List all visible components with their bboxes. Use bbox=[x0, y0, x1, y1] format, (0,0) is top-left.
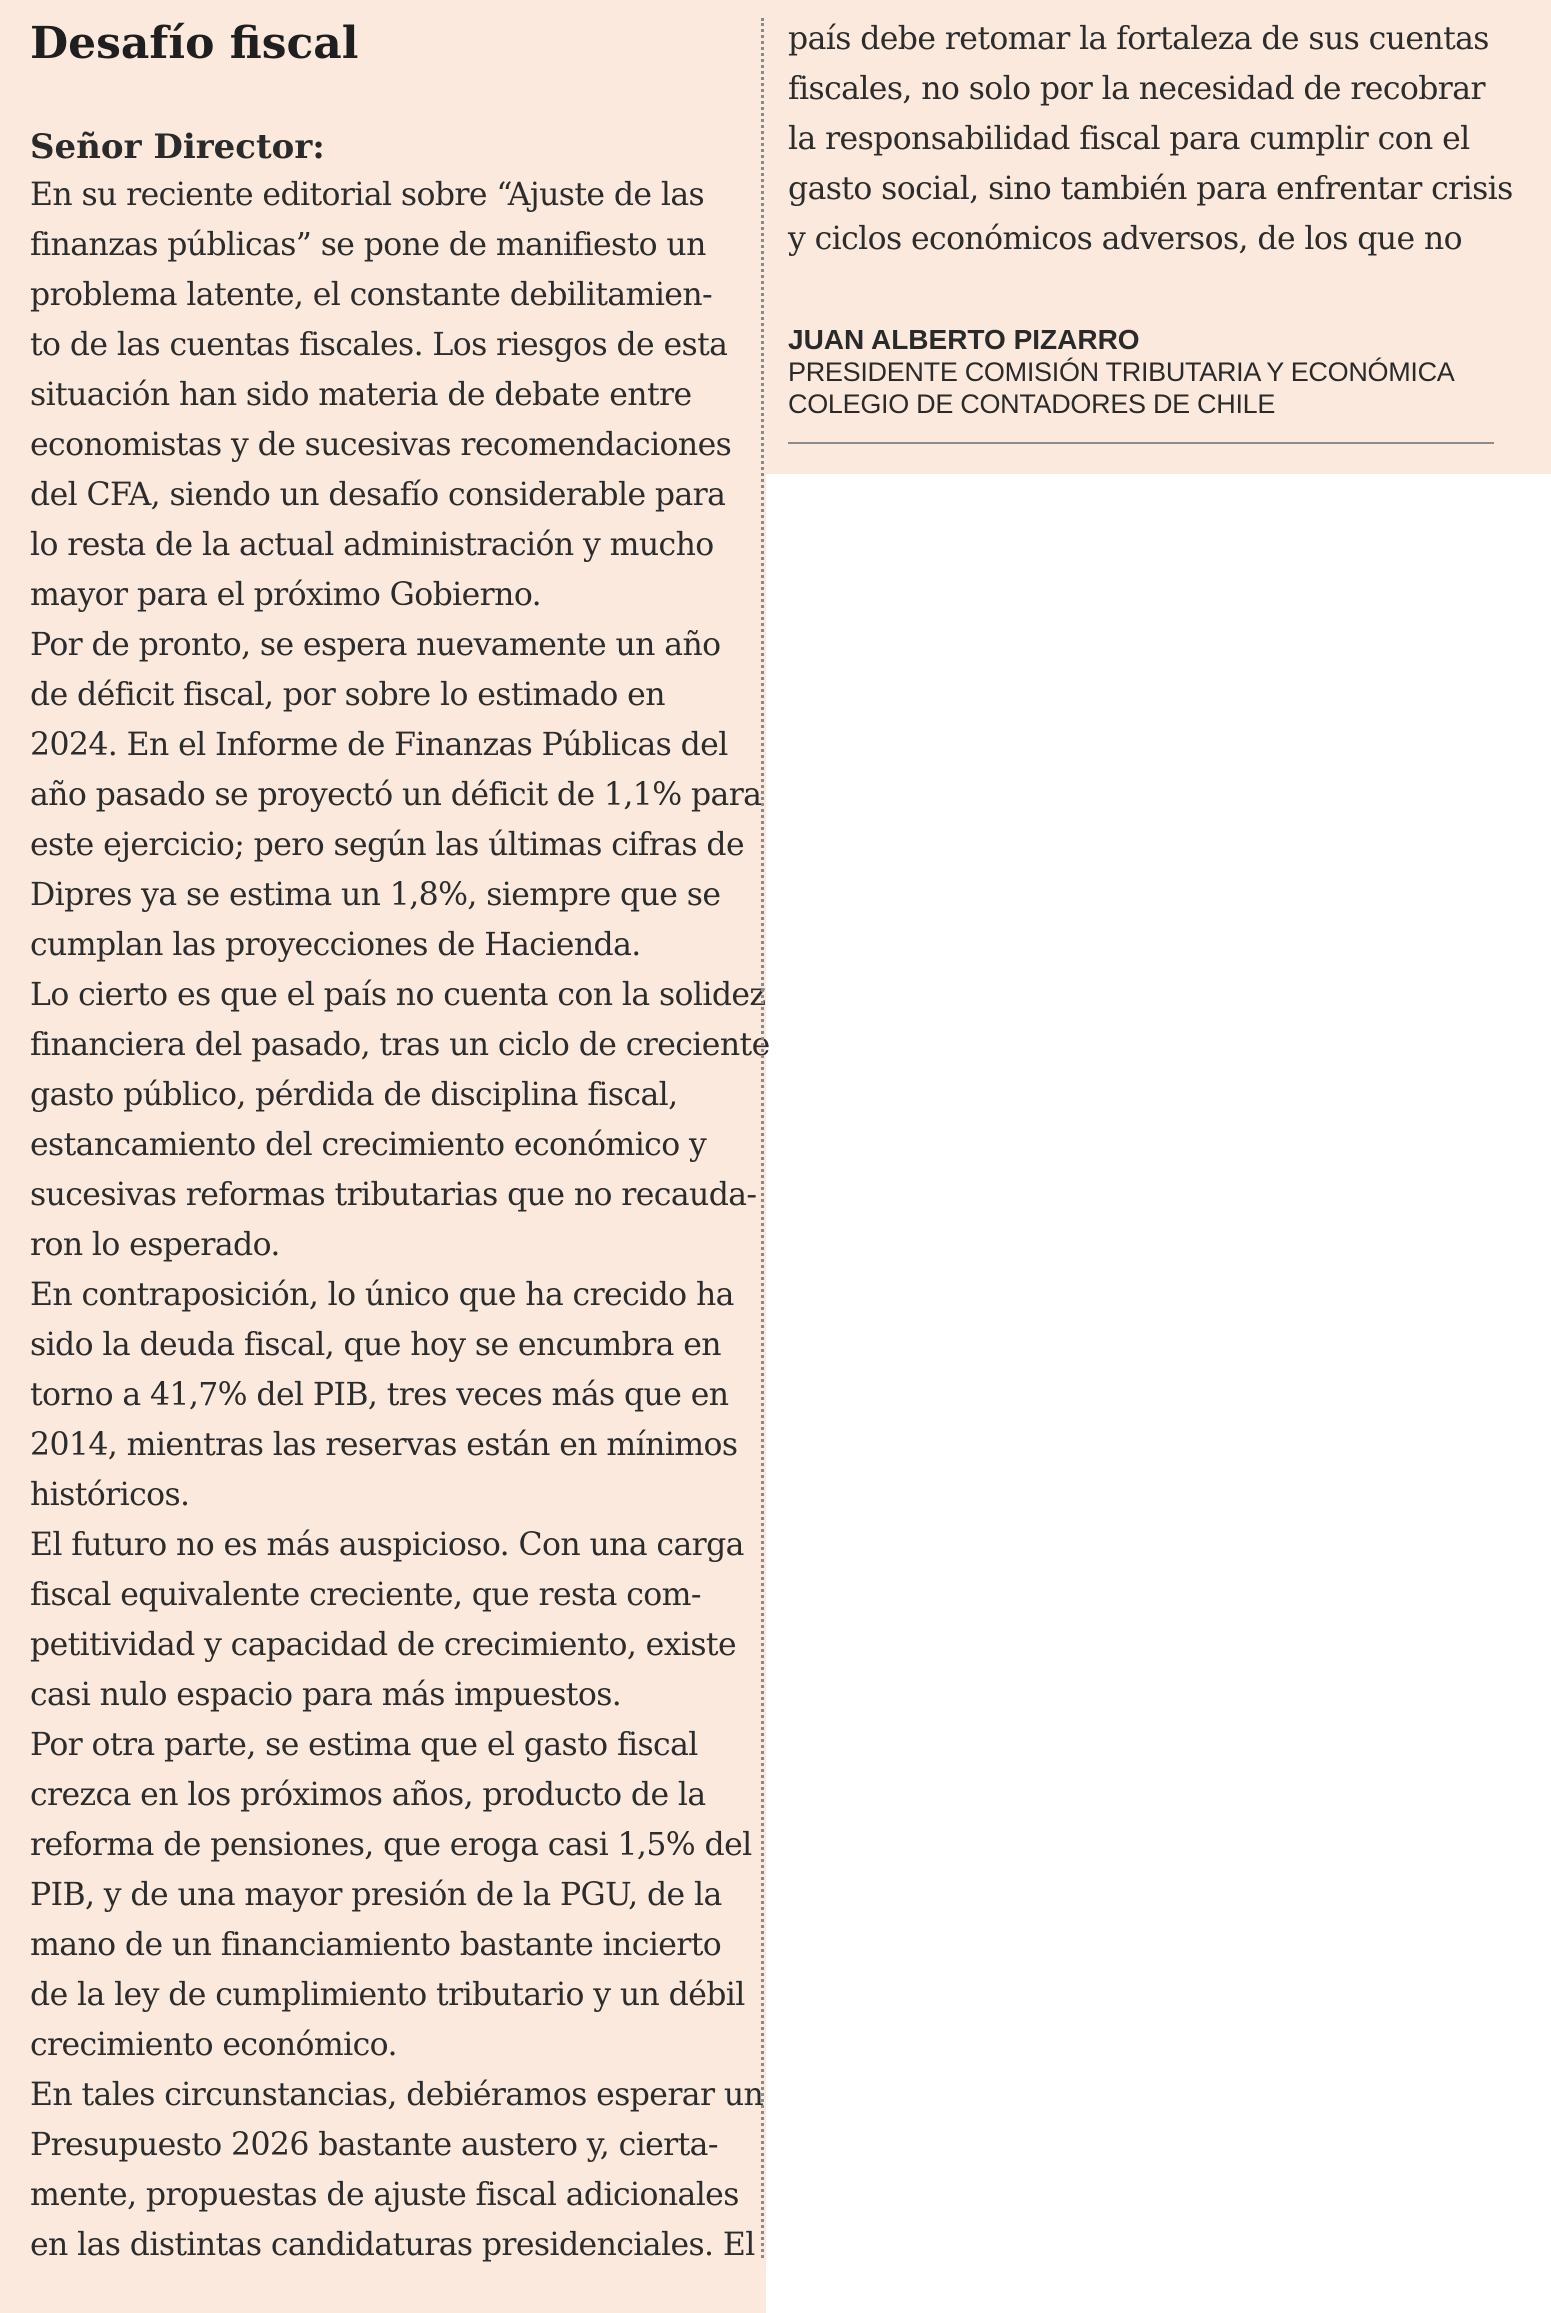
body-line: casi nulo espacio para más impuestos. bbox=[30, 1677, 622, 1713]
body-line: torno a 41,7% del PIB, tres veces más que en bbox=[30, 1377, 729, 1413]
body-line: del CFA, siendo un desafío considerable para bbox=[30, 477, 726, 513]
body-line: to de las cuentas fiscales. Los riesgos de esta bbox=[30, 327, 728, 363]
signature-rule bbox=[788, 442, 1494, 444]
body-line: gasto social, sino también para enfrentar crisis bbox=[788, 171, 1513, 207]
letter-headline: Desafío fiscal bbox=[30, 18, 359, 69]
body-line: fiscal equivalente creciente, que resta com- bbox=[30, 1577, 701, 1613]
letter-body-left bbox=[30, 170, 770, 2270]
body-line: mayor para el próximo Gobierno. bbox=[30, 577, 542, 613]
body-line: problema latente, el constante debilitamien- bbox=[30, 277, 713, 313]
body-line: de déficit fiscal, por sobre lo estimado en bbox=[30, 677, 665, 713]
salutation: Señor Director: bbox=[30, 127, 325, 167]
body-line: finanzas públicas” se pone de manifiesto un bbox=[30, 227, 706, 263]
body-line: este ejercicio; pero según las últimas cifras de bbox=[30, 827, 745, 863]
body-line: petitividad y capacidad de crecimiento, existe bbox=[30, 1627, 737, 1663]
body-line: fiscales, no solo por la necesidad de recobrar bbox=[788, 71, 1485, 107]
author-name: JUAN ALBERTO PIZARRO bbox=[788, 324, 1140, 355]
body-line: Por otra parte, se estima que el gasto fiscal bbox=[30, 1727, 698, 1763]
body-line: históricos. bbox=[30, 1477, 190, 1513]
body-line: mano de un financiamiento bastante incierto bbox=[30, 1927, 722, 1963]
body-line: 2014, mientras las reservas están en mínimos bbox=[30, 1427, 738, 1463]
body-line: Dipres ya se estima un 1,8%, siempre que se bbox=[30, 877, 721, 913]
body-line: PIB, y de una mayor presión de la PGU, de la bbox=[30, 1877, 722, 1913]
body-line: de la ley de cumplimiento tributario y un débil bbox=[30, 1977, 745, 2013]
letter-left-column bbox=[0, 0, 770, 2313]
body-line: sido la deuda fiscal, que hoy se encumbra en bbox=[30, 1327, 721, 1363]
body-line: estancamiento del crecimiento económico y bbox=[30, 1127, 707, 1163]
body-line: Por de pronto, se espera nuevamente un año bbox=[30, 627, 721, 663]
body-line: cumplan las proyecciones de Hacienda. bbox=[30, 927, 641, 963]
body-line: la responsabilidad fiscal para cumplir con el bbox=[788, 121, 1470, 157]
body-line: y ciclos económicos adversos, de los que no bbox=[788, 221, 1462, 257]
body-line: En tales circunstancias, debiéramos esperar un bbox=[30, 2077, 764, 2113]
column-divider bbox=[761, 18, 764, 2258]
body-line: lo resta de la actual administración y mucho bbox=[30, 527, 714, 563]
letter-right-column bbox=[766, 0, 1551, 474]
body-line: El futuro no es más auspicioso. Con una carga bbox=[30, 1527, 744, 1563]
body-line: En contraposición, lo único que ha crecido ha bbox=[30, 1277, 734, 1313]
author-organization: COLEGIO DE CONTADORES DE CHILE bbox=[788, 389, 1276, 419]
author-title: PRESIDENTE COMISIÓN TRIBUTARIA Y ECONÓMICA bbox=[788, 357, 1455, 387]
body-line: ron lo esperado. bbox=[30, 1227, 280, 1263]
signature-block bbox=[788, 324, 1511, 444]
body-line: reforma de pensiones, que eroga casi 1,5% del bbox=[30, 1827, 752, 1863]
body-line: economistas y de sucesivas recomendaciones bbox=[30, 427, 732, 463]
body-line: 2024. En el Informe de Finanzas Públicas del bbox=[30, 727, 728, 763]
body-line: crecimiento económico. bbox=[30, 2027, 397, 2063]
body-line: sucesivas reformas tributarias que no recauda- bbox=[30, 1177, 757, 1213]
body-line: financiera del pasado, tras un ciclo de creciente bbox=[30, 1027, 770, 1063]
body-line: año pasado se proyectó un déficit de 1,1% para bbox=[30, 777, 762, 813]
body-line: mente, propuestas de ajuste fiscal adicionales bbox=[30, 2177, 739, 2213]
body-line: situación han sido materia de debate entre bbox=[30, 377, 692, 413]
body-line: gasto público, pérdida de disciplina fiscal, bbox=[30, 1077, 678, 1113]
body-line: país debe retomar la fortaleza de sus cuentas bbox=[788, 21, 1489, 57]
body-line: en las distintas candidaturas presidenciales. El bbox=[30, 2227, 755, 2263]
body-line: crezca en los próximos años, producto de la bbox=[30, 1777, 706, 1813]
body-line: Presupuesto 2026 bastante austero y, cierta- bbox=[30, 2127, 718, 2163]
body-line: Lo cierto es que el país no cuenta con la solidez bbox=[30, 977, 766, 1013]
letter-body-right bbox=[788, 14, 1511, 264]
body-line: En su reciente editorial sobre “Ajuste de las bbox=[30, 177, 705, 213]
